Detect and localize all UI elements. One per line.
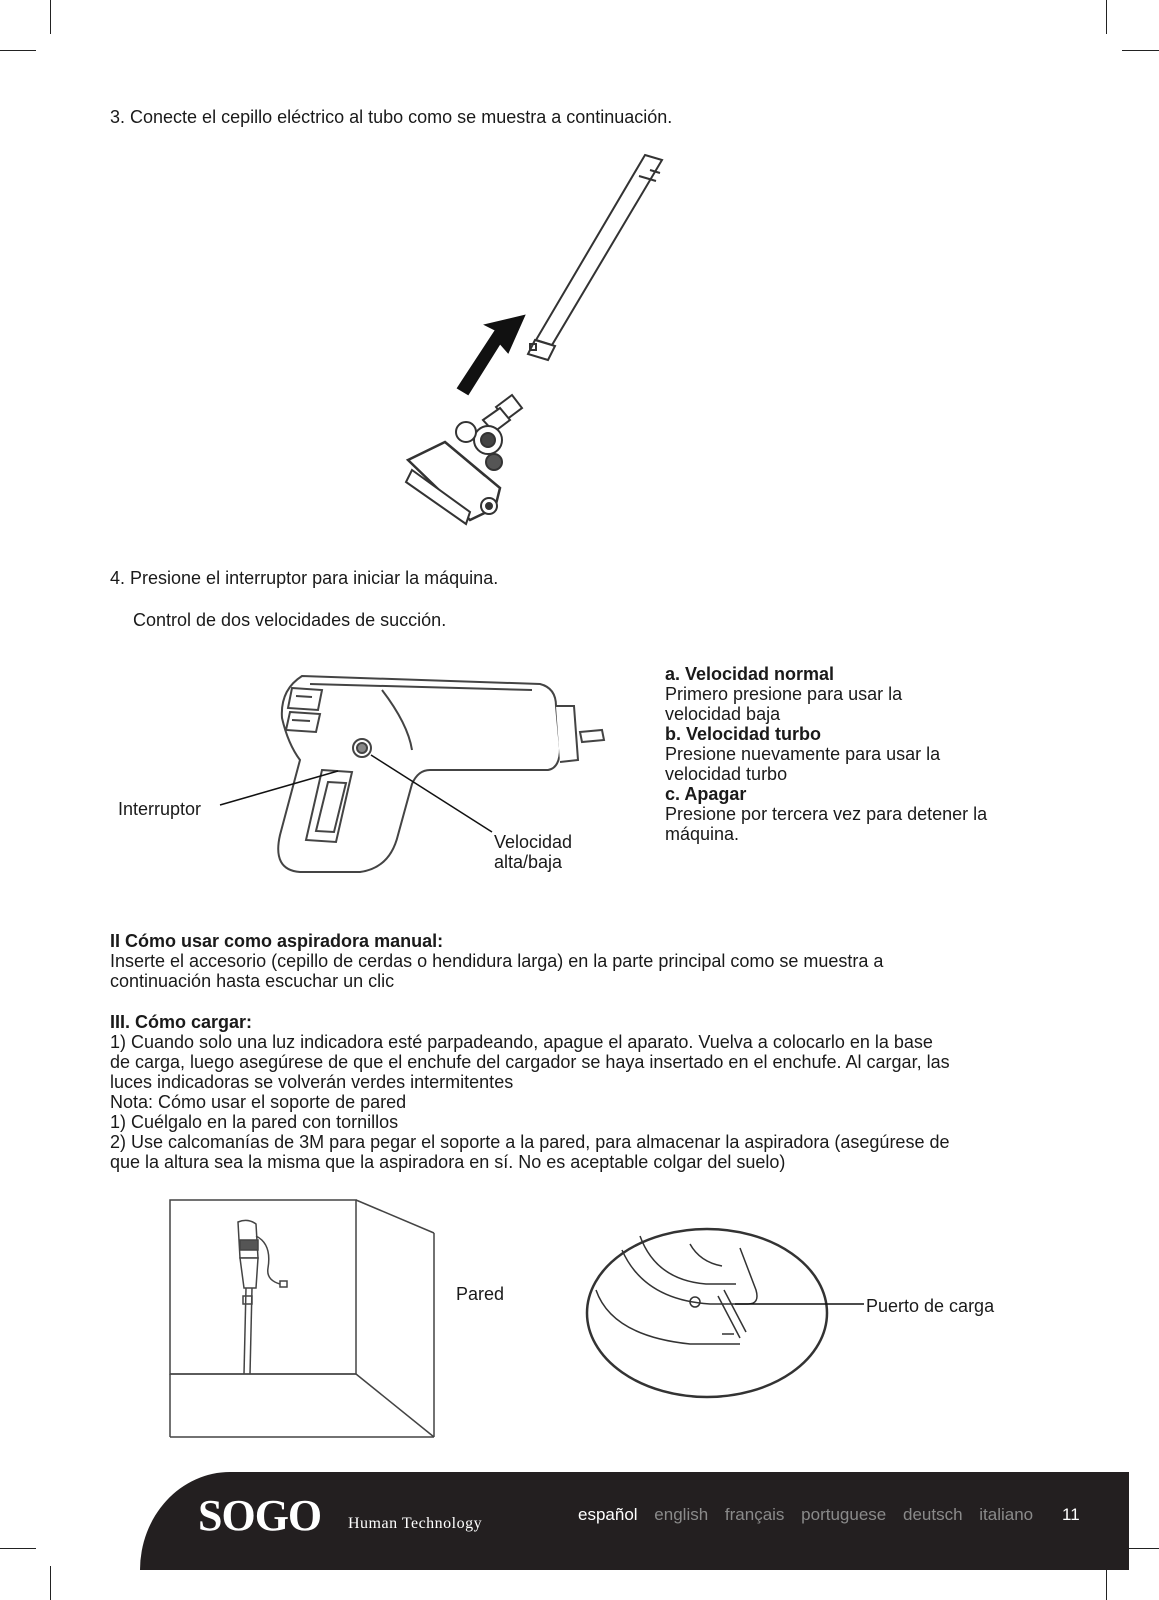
section-3-line: de carga, luego asegúrese de que el enchufe del cargador se haya insertado en el enchufe. Al cargar, las (110, 1052, 950, 1072)
switch-label: Interruptor (118, 799, 202, 819)
language-item[interactable]: deutsch (902, 1505, 963, 1524)
brand-logo: SOGO (198, 1491, 322, 1540)
mode-b-line1: Presione nuevamente para usar la (665, 744, 941, 764)
mode-a-line1: Primero presione para usar la (665, 684, 903, 704)
language-item[interactable]: italiano (979, 1505, 1034, 1524)
section-2-title: II Cómo usar como aspiradora manual: (110, 931, 444, 951)
step-3-text: 3. Conecte el cepillo eléctrico al tubo como se muestra a continuación. (110, 107, 673, 127)
wall-label: Pared (456, 1284, 505, 1304)
speed-label-line1: Velocidad (494, 832, 573, 852)
page-number: 11 (1062, 1505, 1080, 1524)
mode-c-line2: máquina. (665, 824, 740, 844)
section-3-line: 1) Cuando solo una luz indicadora esté parpadeando, apague el aparato. Vuelva a colocarlo en la base (110, 1032, 933, 1052)
section-3-title: III. Cómo cargar: (110, 1012, 253, 1032)
brand-tagline: Human Technology (348, 1515, 483, 1532)
mode-a-title: a. Velocidad normal (665, 664, 835, 684)
step-4-text: 4. Presione el interruptor para iniciar la máquina. (110, 568, 499, 588)
charging-port-label: Puerto de carga (866, 1296, 995, 1316)
language-item[interactable]: español (578, 1505, 638, 1524)
section-3-line: que la altura sea la misma que la aspiradora en sí. No es aceptable colgar del suelo) (110, 1152, 786, 1172)
section-3-line: luces indicadoras se volverán verdes intermitentes (110, 1072, 514, 1092)
footer-bar (140, 1472, 1129, 1570)
suction-control-text: Control de dos velocidades de succión. (133, 610, 447, 630)
mode-c-title: c. Apagar (665, 784, 747, 804)
mode-c-line1: Presione por tercera vez para detener la (665, 804, 988, 824)
section-3-line: Nota: Cómo usar el soporte de pared (110, 1092, 407, 1112)
mode-a-line2: velocidad baja (665, 704, 781, 724)
language-item[interactable]: english (654, 1505, 709, 1524)
section-2-line2: continuación hasta escuchar un clic (110, 971, 395, 991)
section-3-line: 1) Cuélgalo en la pared con tornillos (110, 1112, 399, 1132)
mode-b-line2: velocidad turbo (665, 764, 788, 784)
mode-b-title: b. Velocidad turbo (665, 724, 822, 744)
section-3-line: 2) Use calcomanías de 3M para pegar el soporte a la pared, para almacenar la aspiradora (asegúrese de (110, 1132, 950, 1152)
language-item[interactable]: portuguese (801, 1505, 887, 1524)
section-2-line1: Inserte el accesorio (cepillo de cerdas o hendidura larga) en la parte principal como se muestra a (110, 951, 884, 971)
speed-label-line2: alta/baja (494, 852, 563, 872)
language-list (578, 1505, 1045, 1525)
language-item[interactable]: français (724, 1505, 785, 1524)
